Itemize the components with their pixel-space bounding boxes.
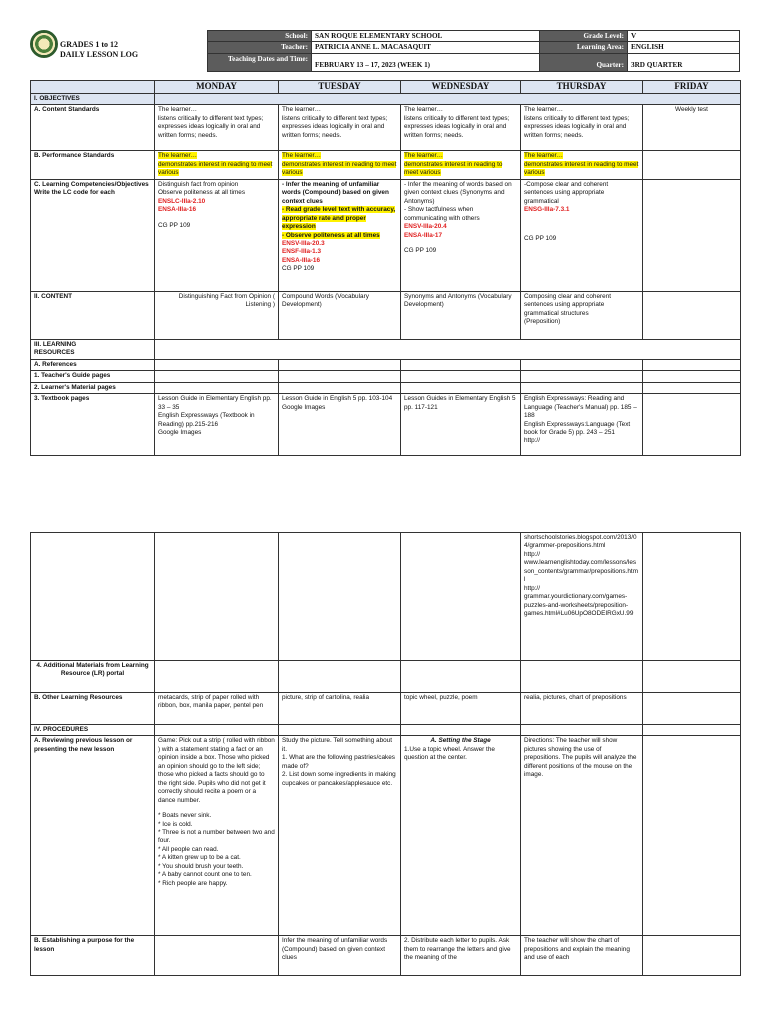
- learners-material-label: 2. Learner's Material pages: [31, 382, 155, 393]
- reviewing-thu: Directions: The teacher will show pictures showing the use of prepositions. The pupils will analyze the different positions of the mouse on the image.: [521, 736, 643, 936]
- other-resources-thu: realia, pictures, chart of prepositions: [521, 693, 643, 725]
- teachers-guide-label: 1. Teacher's Guide pages: [31, 371, 155, 382]
- title-line1: GRADES 1 to 12: [60, 40, 119, 49]
- reviewing-wed: A. Setting the Stage 1.Use a topic wheel. Answer the question at the center.: [401, 736, 521, 936]
- competencies-tue: - Infer the meaning of unfamiliar words (Compound) based on given context clues - Read grade level text with accuracy, appropriate rate and proper expression - Observe politeness at all times ENSV-IIIa-20.3 ENSF-IIIa-1.3 ENSA-IIIa-16 CG PP 109: [279, 179, 401, 291]
- performance-standards-mon: The learner… demonstrates interest in reading to meet various: [155, 151, 279, 179]
- teacher-value: PATRICIA ANNE L. MACASAQUIT: [312, 42, 540, 53]
- content-tue: Compound Words (Vocabulary Development): [279, 291, 401, 339]
- textbook-mon: Lesson Guide in Elementary English pp. 33 – 35 English Expressways (Textbook in Reading) pp.215-216 Google Images: [155, 394, 279, 456]
- other-resources-tue: picture, strip of cartolina, realia: [279, 693, 401, 725]
- content-standards-mon: The learner… listens critically to different text types; expresses ideas logically in oral and written forms; needs.: [155, 105, 279, 151]
- procedures-heading: IV. PROCEDURES: [31, 725, 155, 736]
- school-label: School:: [208, 31, 312, 42]
- day-thursday: THURSDAY: [521, 81, 643, 94]
- title-block: [60, 40, 138, 60]
- performance-standards-label: B. Performance Standards: [31, 151, 155, 179]
- deped-seal: [30, 30, 58, 58]
- content-standards-fri: Weekly test: [643, 105, 741, 151]
- other-resources-wed: topic wheel, puzzle, poem: [401, 693, 521, 725]
- lesson-table-part1: [30, 80, 741, 456]
- content-standards-tue: The learner… listens critically to different text types; expresses ideas logically in oral and written forms; needs.: [279, 105, 401, 151]
- textbook-thu: English Expressways: Reading and Language (Teacher's Manual) pp. 185 – 188 English Expressways:Language (Text book for Grade 5) pp. 243 – 251 http://: [521, 394, 643, 456]
- textbook-tue: Lesson Guide in English 5 pp. 103-104 Google Images: [279, 394, 401, 456]
- performance-standards-thu: The learner… demonstrates interest in reading to meet various: [521, 151, 643, 179]
- competencies-mon: Distinguish fact from opinion Observe politeness at all times ENSLC-IIIa-2.10 ENSA-IIIa-16 CG PP 109: [155, 179, 279, 291]
- reviewing-mon: Game: Pick out a strip ( rolled with ribbon ) with a statement stating a fact or an opinion inside a box. Those who picked an opinion should go to the left side; those who picked a facts should go to the right side. Pupils who did not get it correctly should recite a poem or a dance number. * Boats never sink. * Ice is cold. * Three is not a number between two and four. * All people can read. * A kitten grew up to be a cat. * You should brush your teeth. * A baby cannot count one to ten. * Rich people are happy.: [155, 736, 279, 936]
- content-standards-wed: The learner… listens critically to different text types; expresses ideas logically in oral and written forms; needs.: [401, 105, 521, 151]
- grade-value: V: [628, 31, 740, 42]
- area-label: Learning Area:: [540, 42, 628, 53]
- header-table: [207, 30, 740, 72]
- competencies-label: C. Learning Competencies/Objectives Write the LC code for each: [31, 179, 155, 291]
- teacher-label: Teacher:: [208, 42, 312, 53]
- content-standards-label: A. Content Standards: [31, 105, 155, 151]
- additional-materials-label: 4. Additional Materials from Learning Resource (LR) portal: [31, 661, 155, 693]
- reviewing-label: A. Reviewing previous lesson or presenting the new lesson: [31, 736, 155, 936]
- url-list-thu: shortschoolstories.blogspot.com/2013/04/grammer-prepositions.html http:// www.learnenglishtoday.com/lessons/lesson_contents/grammar/prepositions.html http:// grammar.yourdictionary.com/games-puzzles-and-worksheets/preposition-games.html#Lu06UpO8ODEIRGxU.99: [521, 533, 643, 661]
- references-label: A. References: [31, 359, 155, 370]
- other-resources-mon: metacards, strip of paper rolled with ribbon, box, manila paper, pentel pen: [155, 693, 279, 725]
- other-resources-label: B. Other Learning Resources: [31, 693, 155, 725]
- learning-resources-label: III. LEARNING RESOURCES: [31, 339, 155, 359]
- performance-standards-tue: The learner… demonstrates interest in reading to meet various: [279, 151, 401, 179]
- seal-icon: [30, 30, 58, 58]
- establishing-label: B. Establishing a purpose for the lesson: [31, 936, 155, 976]
- dates-value: FEBRUARY 13 – 17, 2023 (WEEK 1): [312, 53, 540, 71]
- day-wednesday: WEDNESDAY: [401, 81, 521, 94]
- objectives-heading: I. OBJECTIVES: [31, 94, 155, 105]
- establishing-tue: Infer the meaning of unfamiliar words (Compound) based on given context clues: [279, 936, 401, 976]
- content-standards-thu: The learner… listens critically to different text types; expresses ideas logically in oral and written forms; needs.: [521, 105, 643, 151]
- reviewing-tue: Study the picture. Tell something about it. 1. What are the following pastries/cakes made of? 2. List down some ingredients in making cupcakes or pancakes/applesauce etc.: [279, 736, 401, 936]
- content-mon: Distinguishing Fact from Opinion ( Listening ): [155, 291, 279, 339]
- day-monday: MONDAY: [155, 81, 279, 94]
- title-line2: DAILY LESSON LOG: [60, 50, 139, 59]
- performance-standards-wed: The learner… demonstrates interest in reading to meet various: [401, 151, 521, 179]
- establishing-thu: The teacher will show the chart of prepositions and explain the meaning and use of each: [521, 936, 643, 976]
- quarter-value: 3RD QUARTER: [628, 53, 740, 71]
- content-label: II. CONTENT: [31, 291, 155, 339]
- quarter-label: Quarter:: [540, 53, 628, 71]
- establishing-wed: 2. Distribute each letter to pupils. Ask them to rearrange the letters and give the meaning of the: [401, 936, 521, 976]
- area-value: ENGLISH: [628, 42, 740, 53]
- competencies-wed: - Infer the meaning of words based on given context clues (Synonyms and Antonyms) - Show tactfulness when communicating with others ENSV-IIIa-20.4 ENSA-IIIa-17 CG PP 109: [401, 179, 521, 291]
- content-wed: Synonyms and Antonyms (Vocabulary Development): [401, 291, 521, 339]
- competencies-thu: -Compose clear and coherent sentences using appropriate grammatical ENSG-IIIa-7.3.1 CG PP 109: [521, 179, 643, 291]
- school-value: SAN ROQUE ELEMENTARY SCHOOL: [312, 31, 540, 42]
- dates-label: Teaching Dates and Time:: [208, 53, 312, 71]
- content-thu: Composing clear and coherent sentences using appropriate grammatical structures (Preposition): [521, 291, 643, 339]
- day-friday: FRIDAY: [643, 81, 741, 94]
- textbook-wed: Lesson Guides in Elementary English 5 pp. 117-121: [401, 394, 521, 456]
- grade-label: Grade Level:: [540, 31, 628, 42]
- textbook-label: 3. Textbook pages: [31, 394, 155, 456]
- day-tuesday: TUESDAY: [279, 81, 401, 94]
- lesson-table-part2: [30, 532, 741, 976]
